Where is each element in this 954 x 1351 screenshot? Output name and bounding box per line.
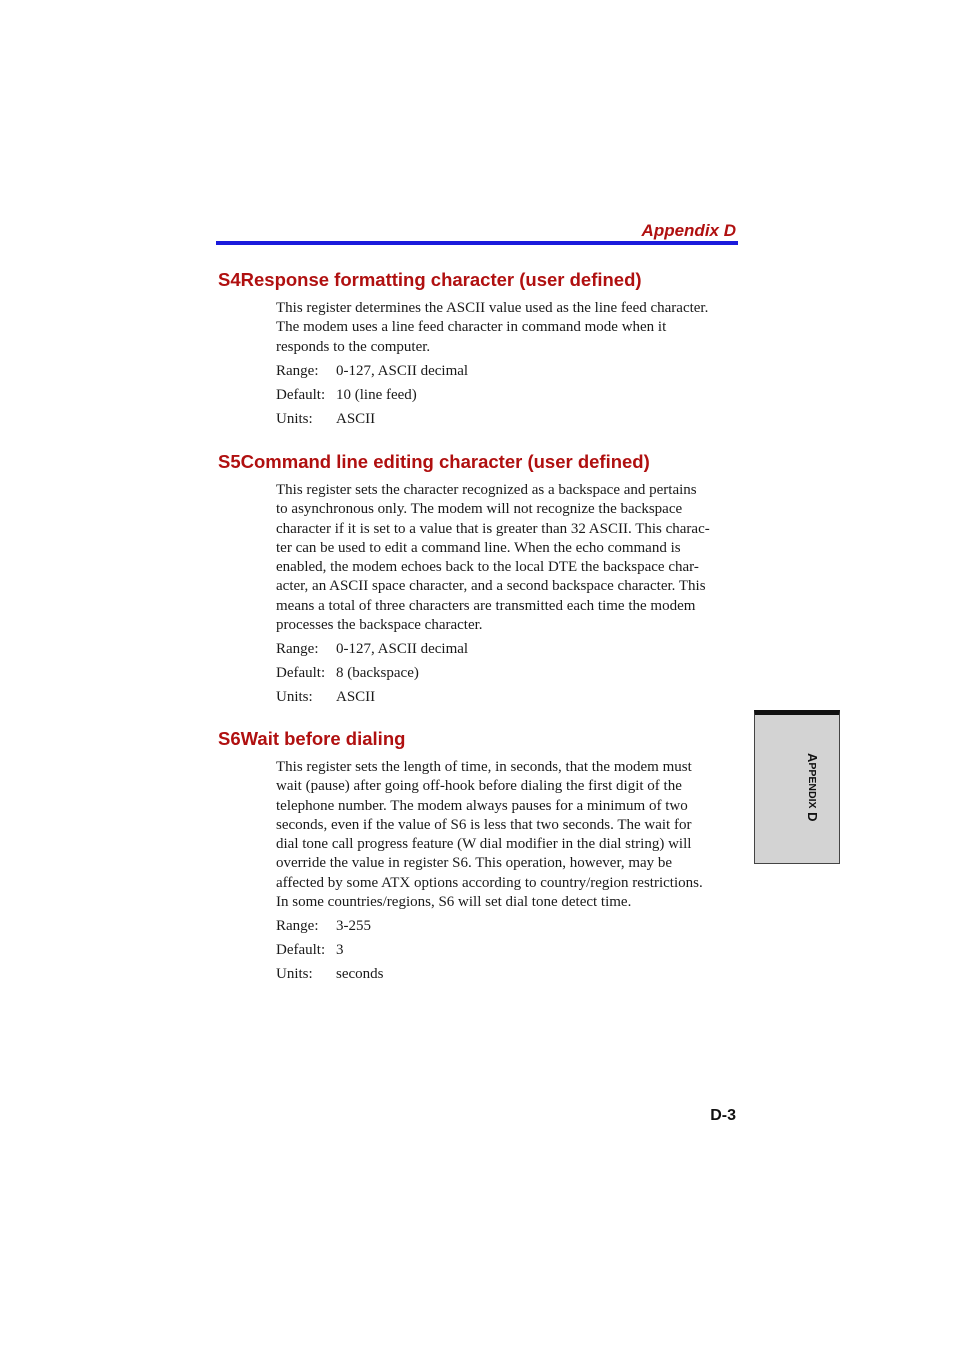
units-label: Units:	[276, 966, 313, 983]
default-label: Default:	[276, 665, 326, 682]
text-line: wait (pause) after going off-hook before dialing the first digit of the	[276, 778, 682, 795]
default-label: Default:	[276, 942, 326, 959]
default-label: Default:	[276, 386, 326, 403]
text-line: acter, an ASCII space character, and a second backspace character. This	[276, 578, 706, 595]
text-line: This register determines the ASCII value used as the line feed character.	[276, 300, 709, 316]
text-line: means a total of three characters are transmitted each time the modem	[276, 597, 696, 614]
section-s4	[218, 268, 738, 429]
text-line: This register sets the length of time, in seconds, that the modem must	[276, 759, 692, 775]
range-value: 3-255	[336, 918, 371, 935]
default-value: 8 (backspace)	[336, 665, 419, 682]
section-heading: S4Response formatting character (user defined)	[218, 269, 642, 290]
section-s6	[218, 727, 738, 984]
units-row	[276, 688, 738, 707]
text-line: responds to the computer.	[276, 338, 431, 355]
range-label: Range:	[276, 918, 319, 935]
units-row	[276, 410, 738, 429]
text-line: enabled, the modem echoes back to the local DTE the backspace char-	[276, 559, 699, 576]
text-line: In some countries/regions, S6 will set dial tone detect time.	[276, 894, 632, 911]
paragraph	[276, 299, 738, 357]
default-row	[276, 941, 738, 960]
section-s5	[218, 450, 738, 707]
section-body	[276, 758, 738, 984]
range-row	[276, 640, 738, 659]
default-row	[276, 386, 738, 405]
text-line: affected by some ATX options according to country/region restrictions.	[276, 874, 703, 891]
range-label: Range:	[276, 641, 319, 658]
section-heading: S5Command line editing character (user defined)	[218, 451, 650, 472]
range-value: 0-127, ASCII decimal	[336, 641, 469, 658]
text-line: character if it is set to a value that is greater than 32 ASCII. This charac-	[276, 520, 710, 537]
text-line: This register sets the character recognized as a backspace and pertains	[276, 482, 697, 498]
side-tab-suffix: D	[805, 808, 820, 822]
section-body	[276, 299, 738, 429]
units-row	[276, 965, 738, 984]
appendix-side-tab	[754, 710, 840, 864]
text-line: override the value in register S6. This operation, however, may be	[276, 855, 673, 872]
units-label: Units:	[276, 410, 313, 427]
default-value: 3	[336, 942, 344, 959]
text-line: ter can be used to edit a command line. When the echo command is	[276, 539, 681, 556]
range-value: 0-127, ASCII decimal	[336, 362, 469, 379]
default-value: 10 (line feed)	[336, 386, 417, 403]
units-value: seconds	[336, 966, 384, 983]
units-label: Units:	[276, 689, 313, 706]
text-line: to asynchronous only. The modem will not recognize the backspace	[276, 501, 683, 518]
side-tab-initial: A	[805, 753, 820, 763]
paragraph	[276, 758, 738, 912]
running-header-title: Appendix D	[641, 221, 736, 240]
default-row	[276, 664, 738, 683]
units-value: ASCII	[336, 689, 376, 706]
section-heading: S6Wait before dialing	[218, 728, 406, 749]
text-line: processes the backspace character.	[276, 617, 483, 634]
range-label: Range:	[276, 362, 319, 379]
page-number: D-3	[710, 1107, 736, 1124]
range-row	[276, 362, 738, 381]
range-row	[276, 917, 738, 936]
side-tab-small-caps: PPENDIX	[806, 762, 818, 809]
text-line: dial tone call progress feature (W dial modifier in the dial string) will	[276, 836, 692, 853]
text-line: telephone number. The modem always pauses for a minimum of two	[276, 797, 688, 814]
paragraph	[276, 481, 738, 635]
text-line: The modem uses a line feed character in command mode when it	[276, 319, 667, 336]
units-value: ASCII	[336, 410, 376, 427]
side-tab-label	[805, 753, 820, 822]
section-body	[276, 481, 738, 707]
header-rule	[216, 241, 738, 245]
text-line: seconds, even if the value of S6 is less that two seconds. The wait for	[276, 816, 692, 833]
